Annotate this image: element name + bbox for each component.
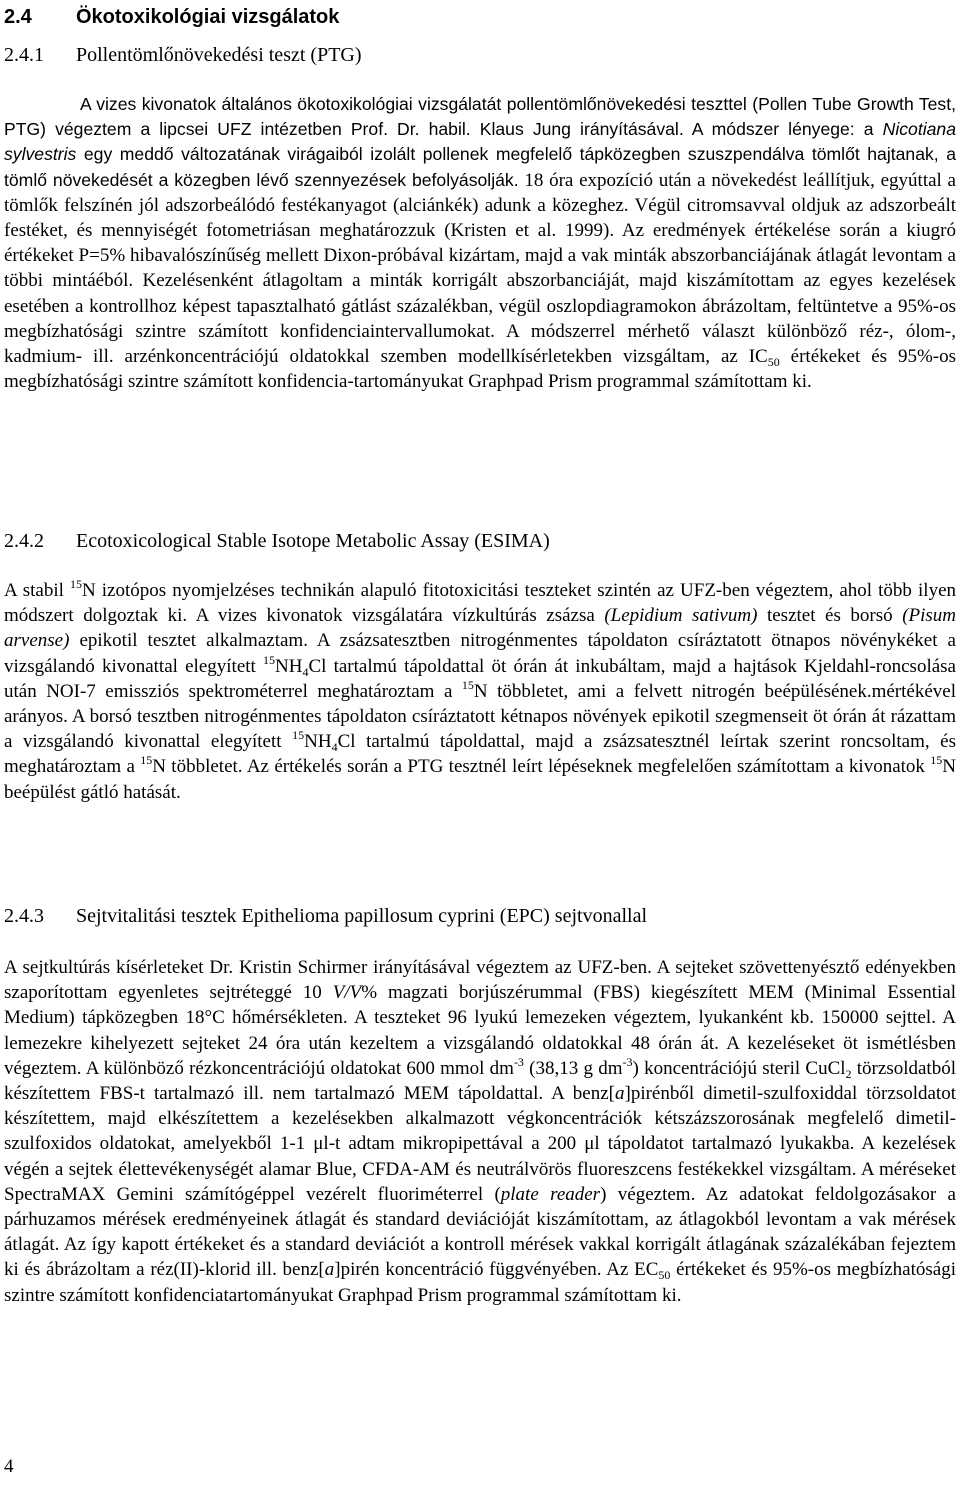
- subsection-number: 2.4.1: [4, 44, 44, 66]
- subsection-heading-ptg: [4, 44, 362, 67]
- section-heading: [4, 6, 339, 29]
- paragraph-epc: A sejtkultúrás kísérleteket Dr. Kristin Schirmer irányításával végeztem az UFZ-ben. A sejteket szövettenyésztő edényekben szaporítottam egyenletes sejtréteggé 10 V/V% magzati borjúszérummal (FBS) kiegészített MEM (Minimal Essential Medium) tápközegben 18°C hőmérsékleten. A teszteket 96 lyukú lemezeken végeztem, lyukanként kb. 150000 sejttel. A lemezekre kihelyezett sejteket 24 óra után kezeltem a vizsgálandó oldatokkal 48 órán át. A kezeléseket öt ismétlésben végeztem. A különböző rézkoncentrációjú oldatokat 600 mmol $dm^{-3}$ (38,13 g $dm^{-3}$) koncentrációjú steril CuCl$_2$ törzsoldatból készítettem FBS-t tartalmazó ill. nem tartalmazó MEM tápoldattal. A benz[a]pirénből dimetil-szulfoxiddal törzsoldatot készítettem, majd elkészítettem a kezelésekben alkalmazott végkoncentrációk kétszázszorosának megfelelő dimetil-szulfoxidos oldatokat, amelyekből 1-1 μl-t adtam mikropipettával a 200 μl tápoldatot tartalmazó lyukakba. A kezelések végén a sejtek élettevékenységét alamar Blue, CFDA-AM és neutrálvörös fluoreszcens festékekkel vizsgáltam. A méréseket SpectraMAX Gemini számítógéppel vezérelt fluoriméterrel (plate reader) végeztem. Az adatokat feldolgozásakor a párhuzamos mérések eredményeinek átlagát és standard deviációját kiszámítottam, az átlagokból levontam a vak mérések átlagát. Az így kapott értékeket és a standard deviációt a kontroll mérések vakkal korrigált átlagának százalékában fejeztem ki és ábrázoltam a réz(II)-klorid ill. benz[a]pirén koncentráció függvényében. Az $EC_{50}$ értékeket és 95%-os megbízhatósági szintre számított konfidenciatartományukat Graphpad Prism programmal számítottam ki.: [4, 957, 956, 1306]
- page-number: 4: [4, 1456, 14, 1477]
- subsection-title: Ecotoxicological Stable Isotope Metabolic Assay (ESIMA): [76, 530, 550, 552]
- subsection-number: 2.4.2: [4, 530, 44, 552]
- paragraph-ptg: A vizes kivonatok általános ökotoxikológiai vizsgálatát pollentömlőnövekedési teszttel (Pollen Tube Growth Test, PTG) végeztem a lipcsei UFZ intézetben Prof. Dr. habil. Klaus Jung irányításával. A módszer lényege: a Nicotiana sylvestris egy meddő változatának virágaiból izolált pollenek megfelelő tápközegben szuszpendálva tömlőt hajtanak, a tömlő növekedését a közegben lévő szennyezések befolyásolják. 18 óra expozíció után a növekedést leállítjuk, egyúttal a tömlők felszínén jól adszorbeálódó festékanyagot (alciánkék) adunk a közeghez. Végül citromsavval oldjuk az adszorbeált festéket, és mennyiségét fotometriásan meghatározzuk (Kristen et al. 1999). Az eredmények értékelése során a kiugró értékeket P=5% hibavalószínűség mellett Dixon-próbával kizártam, majd a vak minták abszorbanciájának átlagát levontam a többi mintáéból. Kezelésenként átlagoltam a minták korrigált abszorbanciáját, majd kiszámítottam az egyes kezelések esetében a kontrollhoz képest tapasztalható gátlást százalékban, végül oszlopdiagramokon ábrázoltam, feltüntetve a 95%-os megbízhatósági szintre számított konfidenciaintervallumokat. A módszerrel mérhető választ különböző réz-, ólom-, kadmium- ill. arzénkoncentrációjú oldatokkal szemben modellkísérletekben vizsgáltam, az $IC_{50}$ értékeket és 95%-os megbízhatósági szintre számított konfidencia-tartományukat Graphpad Prism programmal számítottam ki.: [4, 94, 956, 393]
- subsection-number: 2.4.3: [4, 905, 44, 927]
- subsection-title: Pollentömlőnövekedési teszt (PTG): [76, 44, 362, 66]
- section-title: Ökotoxikológiai vizsgálatok: [76, 6, 340, 28]
- subsection-heading-esima: [4, 530, 550, 553]
- subsection-title: Sejtvitalitási tesztek Epithelioma papillosum cyprini (EPC) sejtvonallal: [76, 905, 648, 927]
- subsection-heading-epc: [4, 905, 647, 928]
- paragraph-esima: A stabil $^{15}$N izotópos nyomjelzéses technikán alapuló fitotoxicitási teszteket szintén az UFZ-ben végeztem, ahol több ilyen módszert dolgoztak ki. A vizes kivonatok vizsgálatára vízkultúrás zsázsa (Lepidium sativum) tesztet és borsó (Pisum arvense) epikotil tesztet alkalmaztam. A zsázsatesztben nitrogénmentes tápoldaton csíráztatott ötnapos növénykéket a vizsgálandó kivonattal elegyített $^{15}NH_4Cl$ tartalmú tápoldattal öt órán át inkubáltam, majd a hajtások Kjeldahl-roncsolása után NOI-7 emissziós spektrométerrel meghatároztam a $^{15}$N többletet, ami a felvett nitrogén beépülésének.mértékével arányos. A borsó tesztben nitrogénmentes tápoldaton csíráztatott kétnapos növények epikotil szegmenseit öt órán át rázattam a vizsgálandó kivonattal elegyített $^{15}NH_4Cl$ tartalmú tápoldattal, majd a zsázsatesztnél leírtak szerint roncsoltam, és meghatároztam a $^{15}$N többletet. Az értékelés során a PTG tesztnél leírt lépéseknek megfelelően számítottam a kivonatok $^{15}$N beépülést gátló hatását.: [4, 577, 957, 803]
- section-number: 2.4: [4, 6, 32, 28]
